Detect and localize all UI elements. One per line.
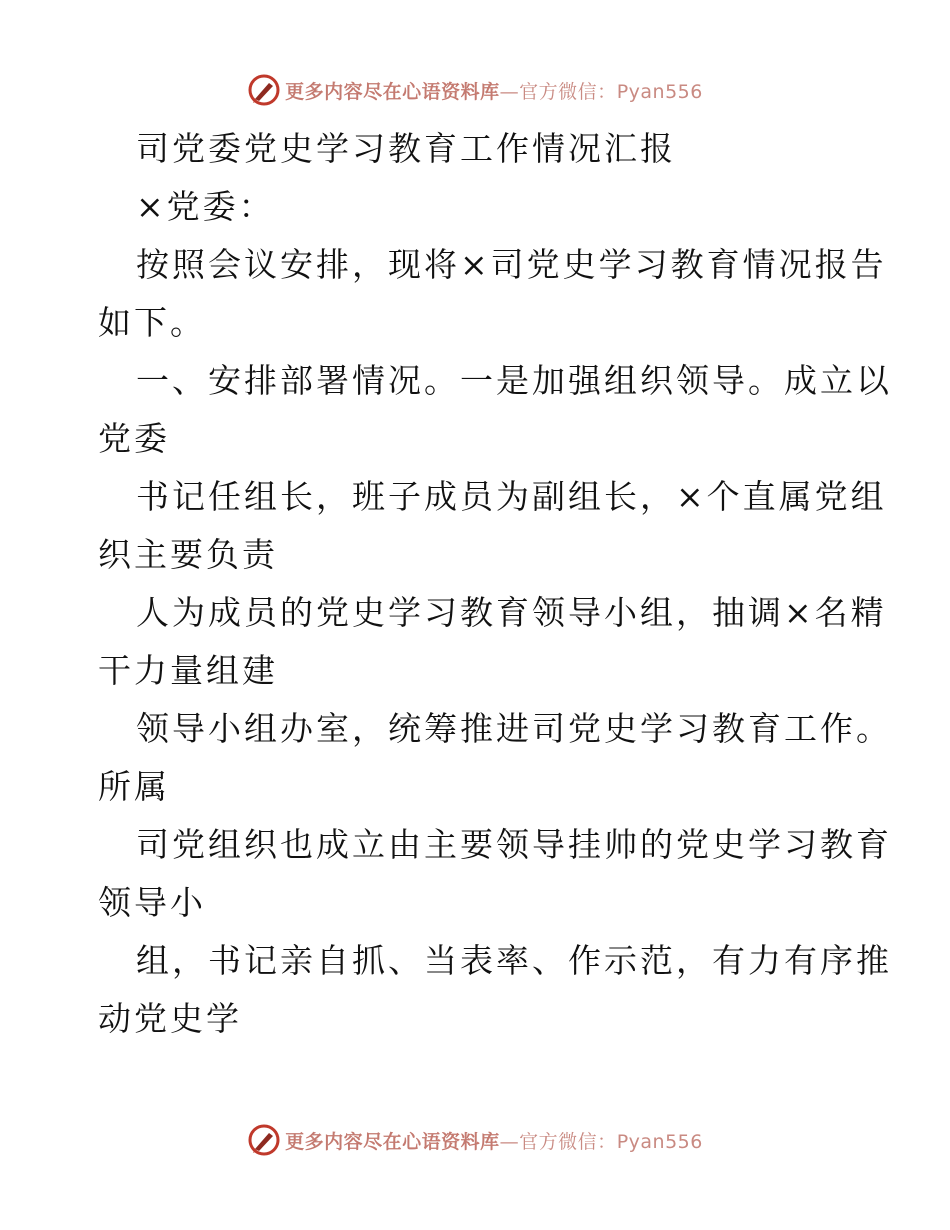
header-banner-text xyxy=(285,77,703,104)
header-wechat-id: Pyan556 xyxy=(616,80,703,103)
document-title: 司党委党史学习教育工作情况汇报 xyxy=(136,129,676,168)
footer-banner xyxy=(0,1120,950,1160)
pen-logo-icon xyxy=(247,1123,281,1157)
paragraph-line: 干力量组建 xyxy=(98,651,278,690)
paragraph-line: 按照会议安排，现将×司党史学习教育情况报告 xyxy=(136,245,887,284)
paragraph-line: 组，书记亲自抓、当表率、作示范，有力有序推 xyxy=(136,941,892,980)
footer-banner-sub: —官方微信： xyxy=(499,1130,617,1153)
document-body xyxy=(98,120,892,1048)
paragraph-line: 领导小 xyxy=(98,883,206,922)
header-banner xyxy=(0,70,950,110)
paragraph-line: 织主要负责 xyxy=(98,535,278,574)
footer-banner-text xyxy=(285,1127,703,1154)
footer-wechat-id: Pyan556 xyxy=(616,1130,703,1153)
paragraph-line: 党委 xyxy=(98,419,170,458)
paragraph-line: 如下。 xyxy=(98,303,206,342)
footer-banner-title: 更多内容尽在心语资料库 xyxy=(285,1130,500,1153)
paragraph-line: 动党史学 xyxy=(98,999,242,1038)
paragraph-line: 司党组织也成立由主要领导挂帅的党史学习教育 xyxy=(136,825,892,864)
paragraph-line: 书记任组长，班子成员为副组长，×个直属党组 xyxy=(136,477,887,516)
paragraph-line: 领导小组办室，统筹推进司党史学习教育工作。 xyxy=(136,709,892,748)
paragraph-line: 一、安排部署情况。一是加强组织领导。成立以 xyxy=(136,361,892,400)
paragraph-line: 人为成员的党史学习教育领导小组，抽调×名精 xyxy=(136,593,887,632)
header-banner-sub: —官方微信： xyxy=(499,80,617,103)
header-banner-title: 更多内容尽在心语资料库 xyxy=(285,80,500,103)
paragraph-line: 所属 xyxy=(98,767,170,806)
pen-logo-icon xyxy=(247,73,281,107)
salutation: ×党委： xyxy=(136,187,275,226)
